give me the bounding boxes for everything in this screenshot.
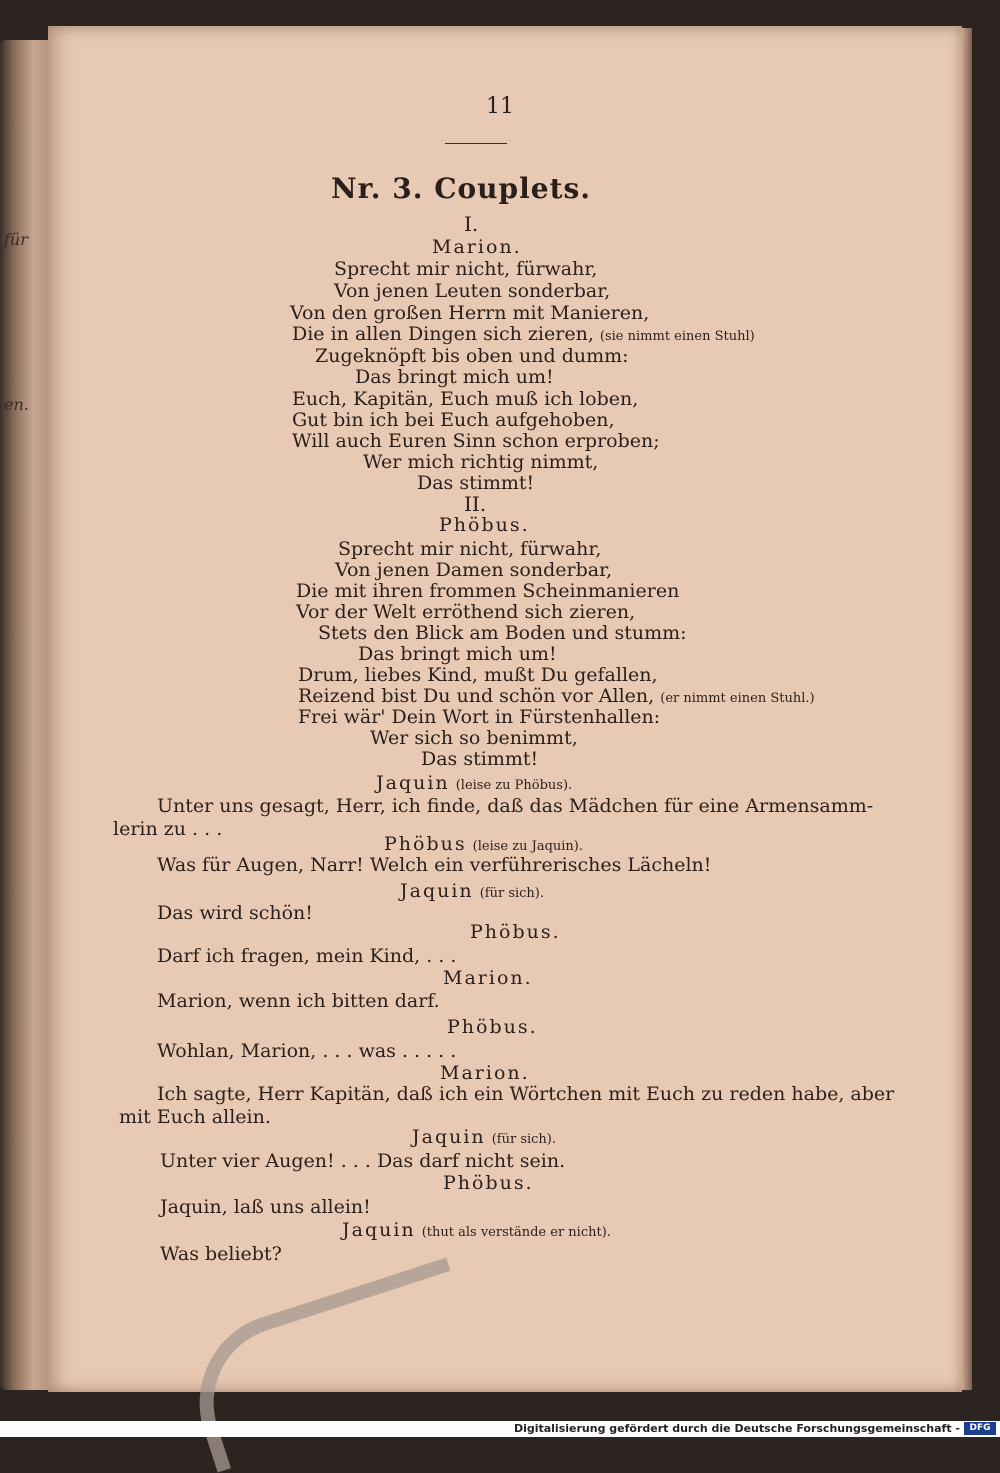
speaker-line xyxy=(400,880,544,902)
verse-line: Sprecht mir nicht, fürwahr, xyxy=(334,258,598,280)
speaker-name: Phöbus. xyxy=(443,1172,534,1194)
verse-line: Drum, liebes Kind, mußt Du gefallen, xyxy=(298,664,658,686)
footer-bar xyxy=(0,1421,1000,1437)
verse-line: Zugeknöpft bis oben und dumm: xyxy=(315,345,629,367)
verse-line: Die mit ihren frommen Scheinmanieren xyxy=(296,580,680,602)
stage-direction: (thut als verstände er nicht). xyxy=(421,1225,611,1240)
verse-line: Von jenen Damen sonderbar, xyxy=(335,559,613,581)
speaker-name: Marion. xyxy=(432,236,522,258)
speaker-line xyxy=(342,1219,611,1241)
dialogue-line: Wohlan, Marion, . . . was . . . . . xyxy=(157,1040,457,1062)
verse-line: Die in allen Dingen sich zieren, (sie nimmt einen Stuhl) xyxy=(292,323,755,345)
dialogue-line: mit Euch allein. xyxy=(119,1106,271,1128)
dialogue-line: lerin zu . . . xyxy=(113,818,223,840)
page-stack-edge xyxy=(962,28,972,1390)
dfg-logo: DFG xyxy=(964,1422,996,1435)
verse-line: Wer sich so benimmt, xyxy=(370,727,578,749)
speaker-line xyxy=(376,772,572,794)
verse-line: Vor der Welt erröthend sich zieren, xyxy=(296,601,636,623)
verse-line: Will auch Euren Sinn schon erproben; xyxy=(292,430,660,452)
speaker-name: Phöbus. xyxy=(439,514,530,536)
speaker-name: Phöbus xyxy=(384,833,467,855)
speaker-name: Phöbus. xyxy=(447,1016,538,1038)
verse-line: Stets den Blick am Boden und stumm: xyxy=(318,622,687,644)
dialogue-line: Darf ich fragen, mein Kind, . . . xyxy=(157,945,457,967)
speaker-name: Phöbus. xyxy=(470,921,561,943)
verse-line: Reizend bist Du und schön vor Allen, (er nimmt einen Stuhl.) xyxy=(298,685,815,707)
section-numeral: II. xyxy=(464,492,487,516)
song-title: Nr. 3. Couplets. xyxy=(330,172,592,205)
dialogue-line: Unter uns gesagt, Herr, ich finde, daß das Mädchen für eine Armensamm- xyxy=(157,795,874,817)
dialogue-line: Was beliebt? xyxy=(160,1243,282,1265)
speaker-name: Jaquin xyxy=(342,1219,416,1241)
dialogue-line: Marion, wenn ich bitten darf. xyxy=(157,990,440,1012)
dialogue-line: Jaquin, laß uns allein! xyxy=(160,1196,371,1218)
verse-line: Das bringt mich um! xyxy=(355,366,554,388)
adjacent-page-edge xyxy=(0,40,48,1390)
stage-direction: (für sich). xyxy=(479,886,545,901)
speaker-name: Jaquin xyxy=(412,1126,486,1148)
speaker-name: Marion. xyxy=(443,967,533,989)
stage-direction: (er nimmt einen Stuhl.) xyxy=(660,691,815,706)
speaker-line xyxy=(412,1126,556,1148)
verse-line: Sprecht mir nicht, fürwahr, xyxy=(338,538,602,560)
adjacent-page-fragment: en. xyxy=(4,395,29,414)
verse-line: Von jenen Leuten sonderbar, xyxy=(334,280,611,302)
stage-direction: (sie nimmt einen Stuhl) xyxy=(599,329,755,344)
verse-line: Wer mich richtig nimmt, xyxy=(363,451,599,473)
dialogue-line: Ich sagte, Herr Kapitän, daß ich ein Wörtchen mit Euch zu reden habe, aber xyxy=(157,1083,895,1105)
verse-line: Von den großen Herrn mit Manieren, xyxy=(290,302,650,324)
dialogue-line: Unter vier Augen! . . . Das darf nicht sein. xyxy=(160,1150,566,1172)
speaker-name: Jaquin xyxy=(400,880,474,902)
adjacent-page-fragment: für xyxy=(4,230,28,249)
verse-line: Das stimmt! xyxy=(417,472,535,494)
page-number-rule xyxy=(445,143,507,144)
speaker-line xyxy=(384,833,583,855)
verse-line: Das stimmt! xyxy=(421,748,539,770)
speaker-name: Jaquin xyxy=(376,772,450,794)
dialogue-line: Das wird schön! xyxy=(157,902,313,924)
dialogue-line: Was für Augen, Narr! Welch ein verführerisches Lächeln! xyxy=(157,854,712,876)
verse-line: Frei wär' Dein Wort in Fürstenhallen: xyxy=(298,706,661,728)
funding-notice: Digitalisierung gefördert durch die Deutsche Forschungsgemeinschaft - xyxy=(513,1422,960,1435)
section-numeral: I. xyxy=(464,212,479,236)
verse-line: Gut bin ich bei Euch aufgehoben, xyxy=(292,409,615,431)
stage-direction: (leise zu Phöbus). xyxy=(455,778,573,793)
stage-direction: (für sich). xyxy=(491,1132,557,1147)
verse-line: Euch, Kapitän, Euch muß ich loben, xyxy=(292,388,639,410)
verse-line: Das bringt mich um! xyxy=(358,643,557,665)
stage-direction: (leise zu Jaquin). xyxy=(472,839,583,854)
page-number: 11 xyxy=(486,94,514,119)
speaker-name: Marion. xyxy=(440,1062,530,1084)
